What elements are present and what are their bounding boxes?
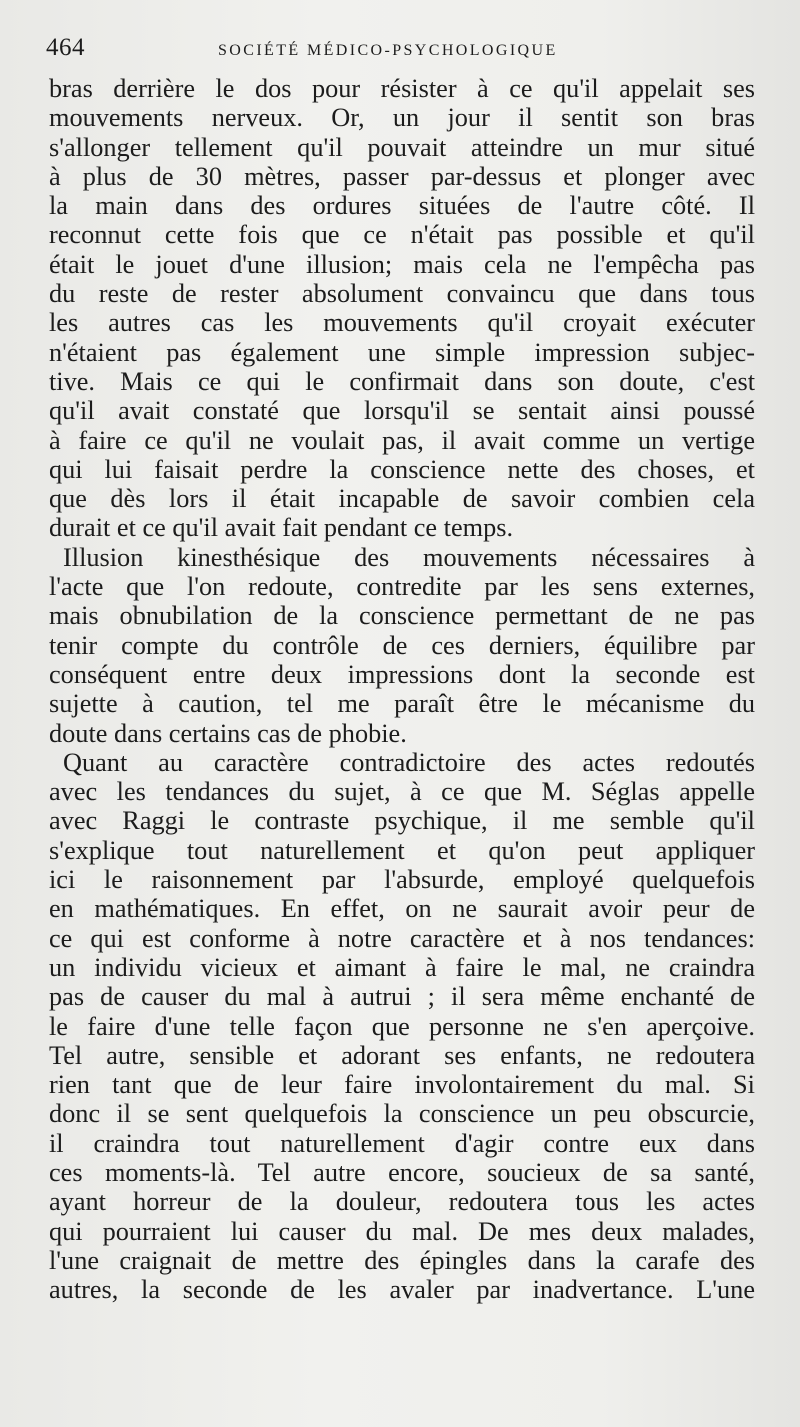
text-line: le faire d'une telle façon que personne ne s'en aperçoive. — [49, 1011, 755, 1041]
text-line: n'étaient pas également une simple impression subjec- — [49, 337, 755, 367]
text-line: ici le raisonnement par l'absurde, employé quelquefois — [49, 865, 755, 895]
text-line: un individu vicieux et aimant à faire le mal, ne craindra — [49, 952, 755, 982]
text-line: qui pourraient lui causer du mal. De mes deux malades, — [49, 1216, 755, 1246]
page-number: 464 — [46, 34, 85, 61]
text-line: l'une craignait de mettre des épingles dans la carafe des — [49, 1245, 755, 1275]
page-header — [46, 34, 756, 70]
text-line: qui lui faisait perdre la conscience nette des choses, et — [49, 454, 755, 484]
text-line: Tel autre, sensible et adorant ses enfants, ne redoutera — [49, 1040, 755, 1070]
text-line: autres, la seconde de les avaler par inadvertance. L'une — [49, 1275, 755, 1305]
text-line: mais obnubilation de la conscience permettant de ne pas — [49, 601, 755, 631]
text-line: ayant horreur de la douleur, redoutera tous les actes — [49, 1187, 755, 1217]
body-text — [49, 74, 755, 1304]
text-line: doute dans certains cas de phobie. — [49, 718, 407, 748]
text-line: tenir compte du contrôle de ces derniers, équilibre par — [49, 630, 755, 660]
text-line: reconnut cette fois que ce n'était pas possible et qu'il — [49, 220, 755, 250]
text-line: ce qui est conforme à notre caractère et à nos tendances: — [49, 923, 755, 953]
text-line: la main dans des ordures situées de l'autre côté. Il — [49, 191, 755, 221]
text-line: tive. Mais ce qui le confirmait dans son doute, c'est — [49, 366, 755, 396]
text-line: s'explique tout naturellement et qu'on peut appliquer — [49, 835, 755, 865]
text-line: rien tant que de leur faire involontairement du mal. Si — [49, 1070, 755, 1100]
text-line: à faire ce qu'il ne voulait pas, il avait comme un vertige — [49, 425, 755, 455]
text-line: ces moments-là. Tel autre encore, soucieux de sa santé, — [49, 1157, 755, 1187]
text-line: durait et ce qu'il avait fait pendant ce temps. — [49, 513, 514, 543]
text-line: il craindra tout naturellement d'agir contre eux dans — [49, 1128, 755, 1158]
text-line: qu'il avait constaté que lorsqu'il se sentait ainsi poussé — [49, 396, 755, 426]
text-line: l'acte que l'on redoute, contredite par les sens externes, — [49, 572, 755, 602]
text-line: s'allonger tellement qu'il pouvait atteindre un mur situé — [49, 132, 755, 162]
text-line: les autres cas les mouvements qu'il croyait exécuter — [49, 308, 755, 338]
text-line: en mathématiques. En effet, on ne saurait avoir peur de — [49, 894, 755, 924]
text-line: donc il se sent quelquefois la conscience un peu obscurcie, — [49, 1099, 755, 1129]
text-line: Quant au caractère contradictoire des actes redoutés — [63, 747, 755, 777]
text-line: que dès lors il était incapable de savoir combien cela — [49, 484, 755, 514]
text-line: avec les tendances du sujet, à ce que M. Séglas appelle — [49, 777, 755, 807]
running-head: SOCIÉTÉ MÉDICO-PSYCHOLOGIQUE — [218, 42, 558, 59]
text-line: bras derrière le dos pour résister à ce qu'il appelait ses — [49, 74, 755, 103]
text-line: à plus de 30 mètres, passer par-dessus et plonger avec — [49, 161, 755, 191]
text-line: Illusion kinesthésique des mouvements nécessaires à — [63, 542, 755, 572]
text-line: conséquent entre deux impressions dont la seconde est — [49, 659, 755, 689]
text-line: mouvements nerveux. Or, un jour il sentit son bras — [49, 103, 755, 133]
text-line: pas de causer du mal à autrui ; il sera même enchanté de — [49, 982, 755, 1012]
text-line: avec Raggi le contraste psychique, il me semble qu'il — [49, 806, 755, 836]
text-line: du reste de rester absolument convaincu que dans tous — [49, 279, 755, 309]
text-line: était le jouet d'une illusion; mais cela ne l'empêcha pas — [49, 249, 755, 279]
text-line: sujette à caution, tel me paraît être le mécanisme du — [49, 689, 755, 719]
